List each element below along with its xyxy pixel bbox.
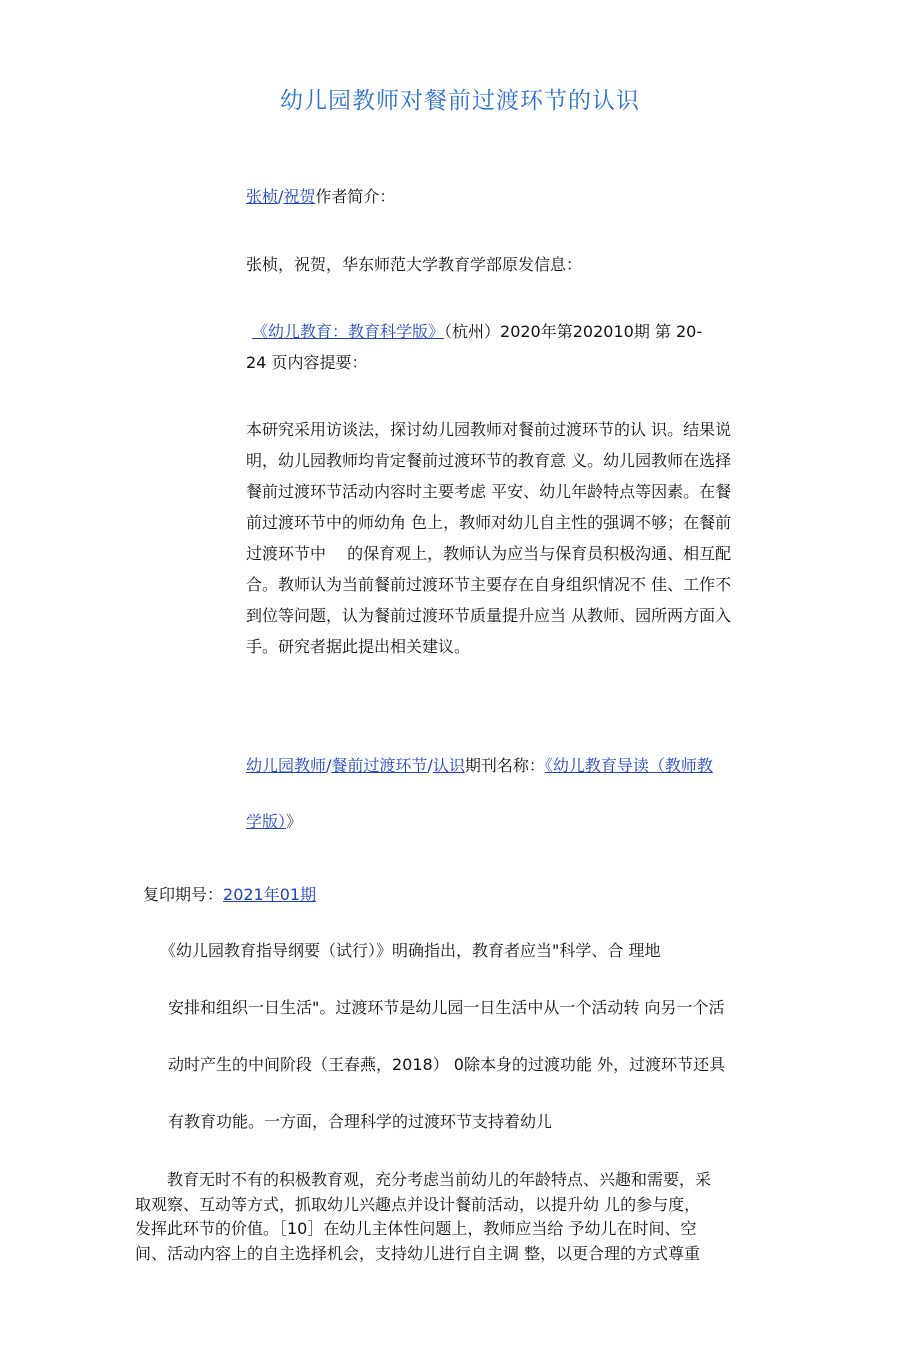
body-line: 动时产生的中间阶段（王春燕，2018） 0除本身的过渡功能 外，过渡环节还具 <box>168 1055 726 1074</box>
keyword-link-teacher[interactable]: 幼儿园教师 <box>246 756 327 775</box>
body-paragraph-2 <box>135 1168 775 1266</box>
author-separator: / <box>278 187 284 206</box>
keyword-link-cognition[interactable]: 认识 <box>432 756 465 775</box>
journal-name-line2 <box>246 809 302 832</box>
abstract-line: 手。研究者据此提出相关建议。 <box>246 637 471 656</box>
journal-name-label: 期刊名称： <box>464 756 545 775</box>
source-detail: （杭州）2020年第202010期 第 20- <box>444 322 703 341</box>
abstract-line: 明，幼儿园教师均肯定餐前过渡环节的教育意 义。幼儿园教师在选择 <box>246 451 732 470</box>
author-label: 作者简介： <box>315 187 396 206</box>
source-journal-link[interactable]: 《幼儿教育：教育科学版》 <box>252 322 445 341</box>
abstract <box>246 414 776 662</box>
abstract-line: 合。教师认为当前餐前过渡环节主要存在自身组织情况不 佳、工作不 <box>246 575 732 594</box>
author-line <box>246 184 395 207</box>
abstract-line: 本研究采用访谈法，探讨幼儿园教师对餐前过渡环节的认 识。结果说 <box>246 420 732 439</box>
body-line: 《幼儿园教育指导纲要（试行）》明确指出，教育者应当"科学、合 理地 <box>136 941 661 960</box>
author-link-zhang[interactable]: 张桢 <box>246 187 279 206</box>
body-line: 发挥此环节的价值。［10］在幼儿主体性问题上，教师应当给 予幼儿在时间、空 <box>135 1219 697 1238</box>
abstract-line: 餐前过渡环节活动内容时主要考虑 平安、幼儿年龄特点等因素。在餐 <box>246 482 732 501</box>
abstract-line: 前过渡环节中的师幼角 色上，教师对幼儿自主性的强调不够；在餐前 <box>246 513 732 532</box>
keyword-link-transition[interactable]: 餐前过渡环节 <box>331 756 428 775</box>
reprint-label: 复印期号： <box>143 885 224 904</box>
journal-name-close: 》 <box>286 812 303 831</box>
abstract-line: 到位等问题，认为餐前过渡环节质量提升应当 从教师、园所两方面入 <box>246 606 732 625</box>
keyword-separator: / <box>326 756 332 775</box>
body-paragraph-1 <box>136 922 778 1150</box>
body-line: 间、活动内容上的自主选择机会，支持幼儿进行自主调 整，以更合理的方式尊重 <box>135 1243 701 1263</box>
source-line2: 24 页内容提要： <box>246 353 368 372</box>
reprint-line <box>143 882 316 905</box>
abstract-line: 过渡环节中 的保育观上，教师认为应当与保育员积极沟通、相互配 <box>246 544 732 563</box>
reprint-issue-link[interactable]: 2021年01期 <box>223 885 317 904</box>
body-line: 教育无时不有的积极教育观，充分考虑当前幼儿的年龄特点、兴趣和需要，采 <box>135 1170 712 1189</box>
author-link-zhu[interactable]: 祝贺 <box>283 187 316 206</box>
author-info: 张桢，祝贺，华东师范大学教育学部原发信息： <box>246 255 583 274</box>
keywords-line <box>246 753 713 776</box>
journal-name-link-cont[interactable]: 学版） <box>246 812 287 831</box>
journal-name-link[interactable]: 《幼儿教育导读（教师教 <box>544 756 713 775</box>
source-block <box>246 316 766 378</box>
keyword-separator: / <box>427 756 433 775</box>
body-line: 取观察、互动等方式，抓取幼儿兴趣点并设计餐前活动，以提升幼 儿的参与度， <box>135 1194 701 1214</box>
page-title: 幼儿园教师对餐前过渡环节的认识 <box>280 88 640 114</box>
body-line: 有教育功能。一方面，合理科学的过渡环节支持着幼儿 <box>168 1112 553 1131</box>
body-line: 安排和组织一日生活"。过渡环节是幼儿园一日生活中从一个活动转 向另一个活 <box>168 998 725 1017</box>
